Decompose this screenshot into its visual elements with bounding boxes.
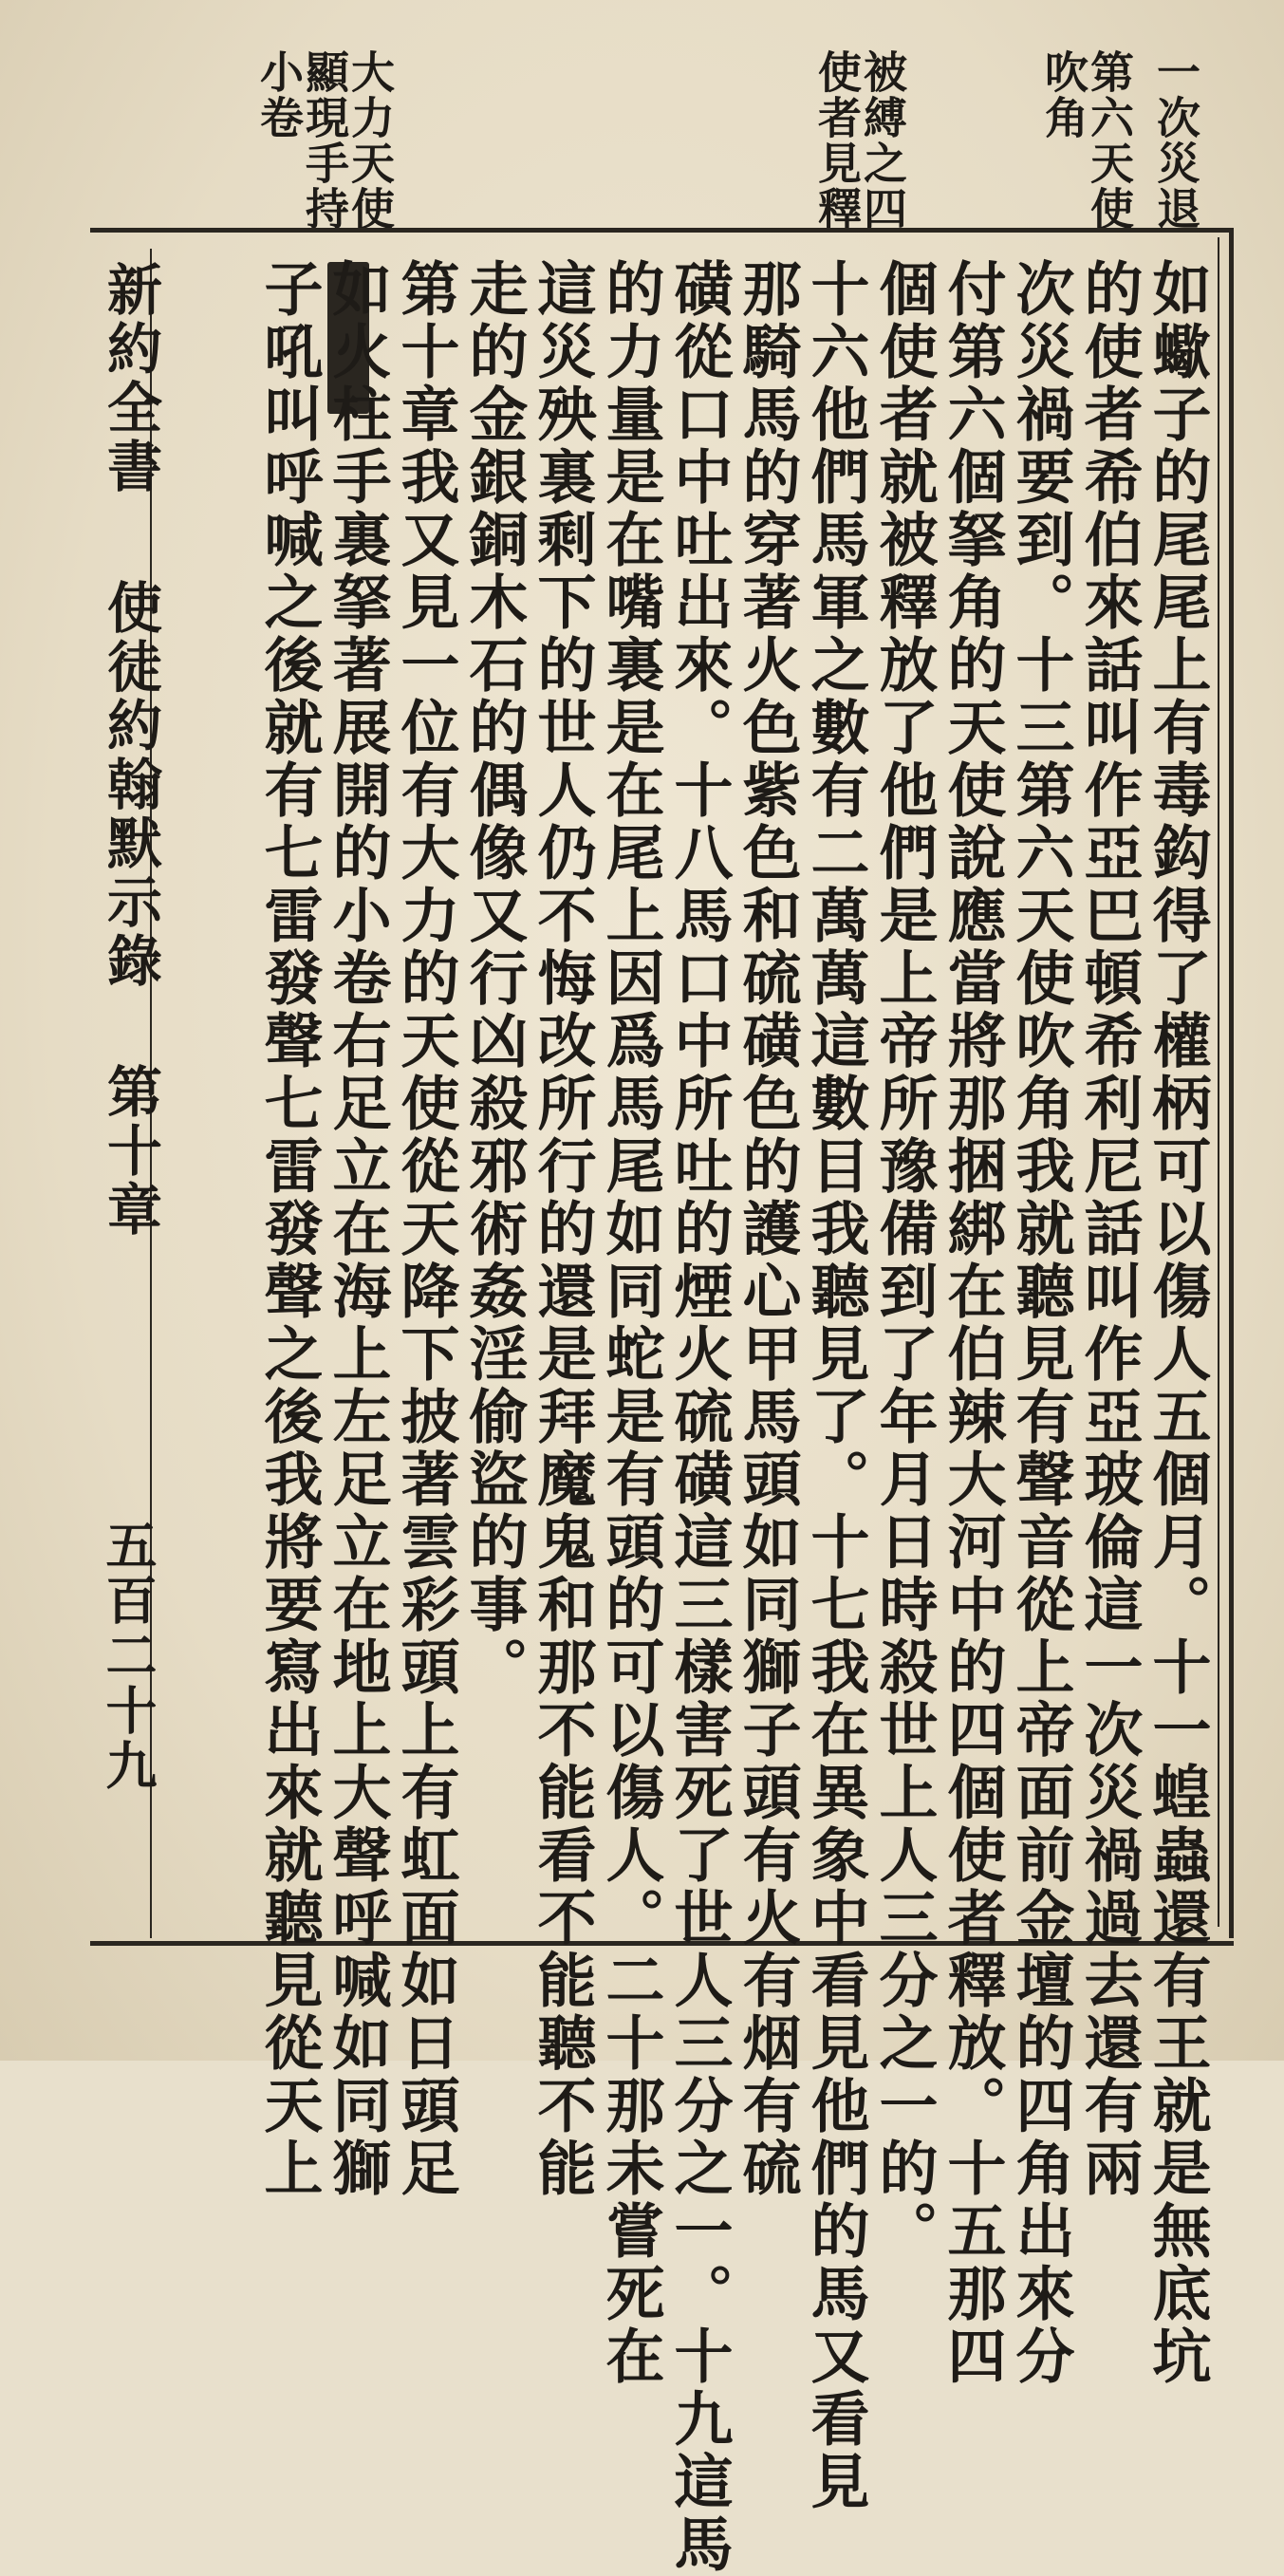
margin-note-sixth-angel-1: 第六天使 bbox=[1084, 49, 1135, 232]
running-head-title: 使徒約翰默示錄 bbox=[98, 579, 162, 991]
body-column: 如蠍子的尾尾上有毒鈎得了權柄可以傷人五個月。十一蝗蟲還有王就是無底坑 bbox=[1143, 258, 1212, 2388]
body-column: 如火柱手裏拏著展開的小卷右足立在海上左足立在地上大聲呼喊如同獅 bbox=[323, 258, 392, 2200]
running-head-book: 新約全書 bbox=[98, 261, 162, 496]
body-column: 磺從口中吐出來。十八馬口中所吐的煙火硫磺這三樣害死了世人三分之一。十九這馬 bbox=[664, 258, 734, 2576]
body-column-chapter-start: 第十章我又見一位有大力的天使從天降下披著雲彩頭上有虹面如日頭足 bbox=[391, 258, 460, 2200]
margin-note-mighty-angel-3: 小卷 bbox=[253, 49, 305, 140]
margin-note-four-messengers-2: 使者見釋 bbox=[811, 49, 863, 232]
body-column: 的使者希伯來話叫作亞巴頓希利尼話叫作亞玻倫這一次災禍過去還有兩 bbox=[1074, 258, 1144, 2200]
margin-note-four-messengers-1: 被縛之四 bbox=[857, 49, 908, 232]
body-column: 走的金銀銅木石的偶像又行凶殺邪術姦淫偷盜的事。 bbox=[459, 258, 529, 1699]
body-column: 個使者就被釋放了他們是上帝所豫備到了年月日時殺世上人三分之一的。 bbox=[869, 258, 939, 2263]
margin-note-mighty-angel-2: 顯現手持 bbox=[299, 49, 350, 232]
margin-note-sixth-angel-2: 吹角 bbox=[1038, 49, 1089, 140]
body-column: 次災禍要到。十三第六天使吹角我就聽見有聲音從上帝面前金壇的四角出來分 bbox=[1006, 258, 1075, 2388]
margin-note-mighty-angel-1: 大力天使 bbox=[344, 49, 396, 232]
frame-right-rule bbox=[1229, 230, 1234, 1938]
margin-note-disaster-ends: 一次災退 bbox=[1150, 49, 1201, 232]
body-column: 子吼叫呼喊之後就有七雷發聲七雷發聲之後我將要寫出來就聽見從天上 bbox=[254, 258, 324, 2200]
body-column: 的力量是在嘴裏是在尾上因爲馬尾如同蛇是有頭的可以傷人。二十那未嘗死在 bbox=[596, 258, 665, 2388]
page-number: 五百二十九 bbox=[98, 1519, 158, 1794]
frame-inner-rule bbox=[1218, 237, 1219, 1927]
body-column: 付第六個拏角的天使說應當將那捆綁在伯辣大河中的四個使者釋放。十五那四 bbox=[938, 258, 1007, 2388]
body-column: 十六他們馬軍之數有二萬萬這數目我聽見了。十七我在異象中看見他們的馬又看見 bbox=[801, 258, 870, 2513]
body-column: 這災殃裏剩下的世人仍不悔改所行的還是拜魔鬼和那不能看不能聽不能 bbox=[528, 258, 597, 2200]
running-head-chapter: 第十章 bbox=[98, 1063, 162, 1240]
body-column: 那騎馬的穿著火色紫色和硫磺色的護心甲馬頭如同獅子頭有火有烟有硫 bbox=[733, 258, 802, 2200]
